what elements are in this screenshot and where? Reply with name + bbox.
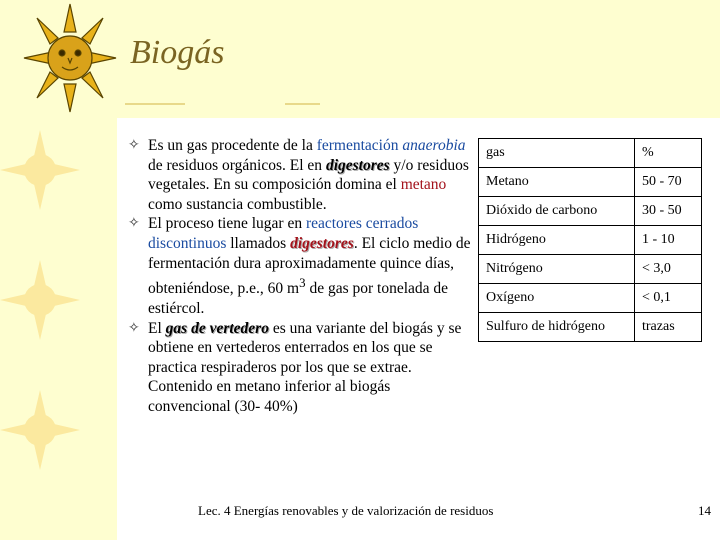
table-row — [479, 284, 702, 313]
bullet-text: El proceso tiene lugar en — [148, 215, 306, 233]
bullet-item — [128, 319, 473, 417]
bullet-text: y/o residuos vegetales. En su composición domina el — [148, 156, 469, 194]
gas-name-cell: Metano — [479, 168, 635, 197]
page-title: Biogás — [130, 34, 225, 71]
percentage-cell: 30 - 50 — [635, 197, 702, 226]
percentage-cell: trazas — [635, 313, 702, 342]
title-underline-2 — [285, 103, 320, 105]
bullet-text: digestores — [325, 156, 390, 174]
gas-name-cell: Hidrógeno — [479, 226, 635, 255]
percentage-cell: < 0,1 — [635, 284, 702, 313]
bullet-text: como sustancia combustible. — [148, 195, 327, 213]
table-row — [479, 168, 702, 197]
bullet-text: Es un gas procedente de la — [148, 137, 317, 154]
bullet-star-icon: ✧ — [128, 138, 140, 153]
gas-name-cell: Oxígeno — [479, 284, 635, 313]
bullet-item — [128, 214, 473, 318]
page-number: 14 — [698, 503, 711, 518]
bullet-star-icon: ✧ — [128, 216, 140, 232]
gas-name-cell: Dióxido de carbono — [479, 197, 635, 226]
bullet-text: de gas por tonelada de estiércol. — [148, 280, 449, 317]
title-underline — [125, 103, 185, 105]
bullet-text: de residuos orgánicos. El en — [148, 156, 326, 174]
gas-composition-table — [478, 138, 702, 342]
gas-name-cell: gas — [479, 139, 635, 168]
bullet-list — [128, 136, 473, 416]
table-row — [479, 313, 702, 342]
bullet-text: anaerobia — [402, 137, 466, 154]
faint-sun-icon — [0, 130, 117, 530]
sun-face-icon — [22, 2, 118, 114]
bullet-text: es una variante del biogás y se obtiene en vertederos enterrados en los que se practica respiraderos por los que se extrae. Contenido en metano inferior al biogás convencional (30- 40%) — [148, 319, 462, 415]
bullet-text: llamados — [226, 234, 291, 252]
gas-name-cell: Nitrógeno — [479, 255, 635, 284]
footer-text: Lec. 4 Energías renovables y de valorización de residuos — [198, 503, 494, 518]
bullet-text: digestores — [290, 234, 354, 252]
bullet-text: reactores cerrados discontinuos — [148, 215, 419, 252]
bullet-text: fermentación — [316, 137, 399, 154]
bullet-text: 3 — [299, 275, 306, 291]
bullet-star-icon: ✧ — [128, 320, 140, 336]
gas-name-cell: Sulfuro de hidrógeno — [479, 313, 635, 342]
percentage-cell: 50 - 70 — [635, 168, 702, 197]
table-row — [479, 255, 702, 284]
table-row — [479, 226, 702, 255]
table-row — [479, 197, 702, 226]
bullet-text: El — [148, 319, 166, 337]
table-row — [479, 139, 702, 168]
bullet-text: metano — [400, 176, 447, 194]
percentage-cell: % — [635, 139, 702, 168]
bullet-item — [128, 136, 473, 214]
percentage-cell: 1 - 10 — [635, 226, 702, 255]
bullet-text: gas de vertedero — [165, 319, 269, 337]
bullet-text: . El ciclo medio de fermentación dura aproximadamente quince días, obteniéndose, p.e., 60 m — [148, 234, 471, 298]
percentage-cell: < 3,0 — [635, 255, 702, 284]
